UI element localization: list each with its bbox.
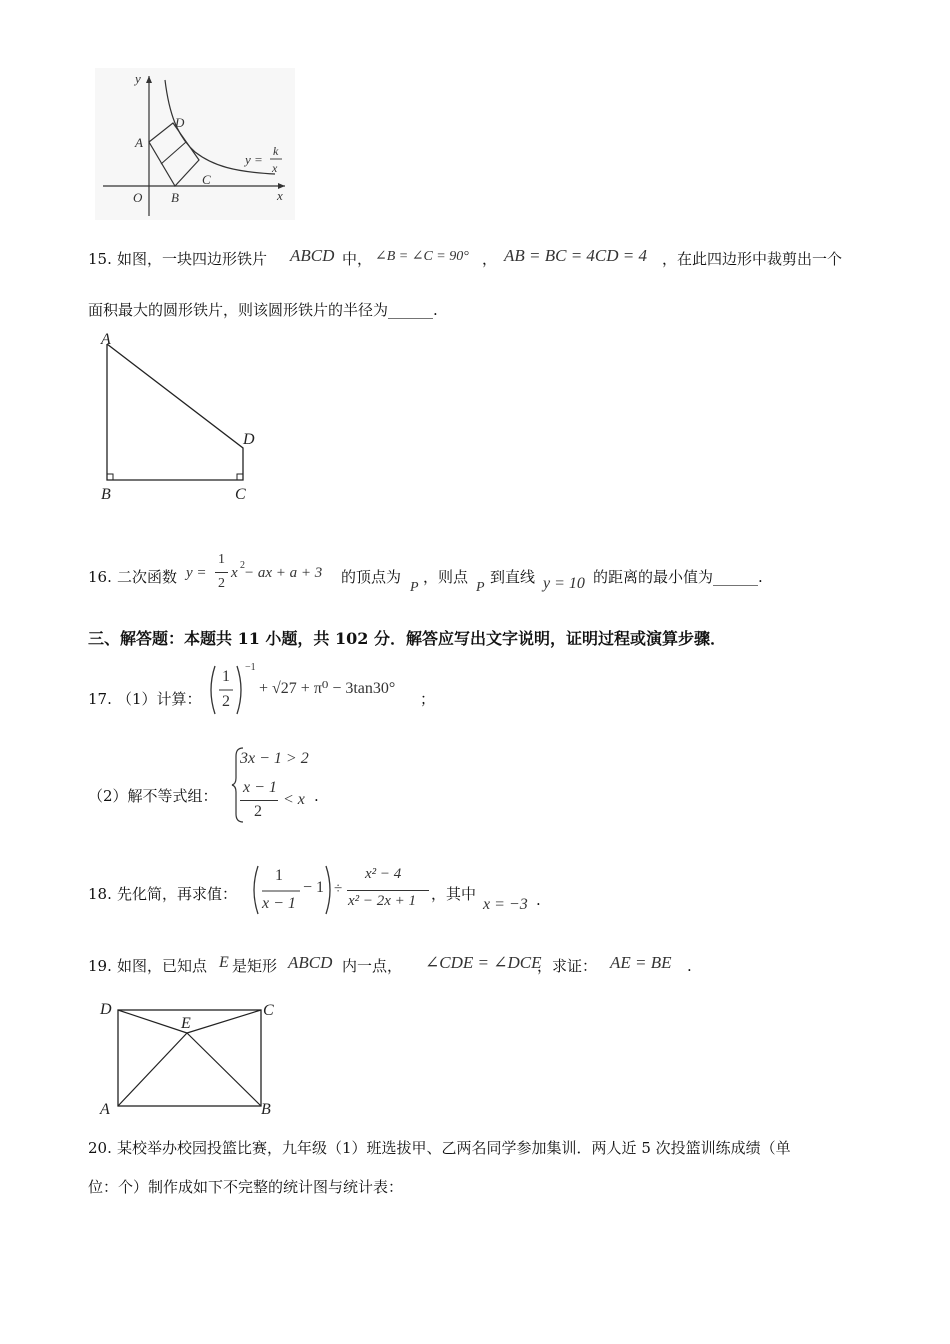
label-a: A [135,135,143,150]
q16-frac-den: 2 [218,576,225,591]
q20-text-line2: 位：个）制作成如下不完整的统计图与统计表： [88,1178,404,1196]
q16-text-5: 的距离的最小值为______. [593,568,763,586]
q17-part1-label: （1）计算： [117,690,202,708]
q16-math-p2: P [476,580,485,595]
q18-frac-b-num: x² − 4 [365,866,402,882]
q15-text-3: ， [482,250,498,268]
label-b: B [171,190,179,205]
q18-text-2: ，其中 [431,885,477,903]
q18-divide: ÷ [334,881,343,897]
label-a: A [100,1101,110,1118]
q20-text-line1: 某校举办校园投篮比赛，九年级（1）班选拔甲、乙两名同学参加集训．两人近 5 次投篮训练成绩（单 [117,1139,791,1157]
label-b: B [261,1101,271,1118]
label-d: D [175,115,185,130]
q15-number: 15. [88,250,112,268]
q17-ineq-2-num: x − 1 [243,779,277,796]
label-o: O [133,190,143,205]
q16-text-2: 的顶点为 [341,568,402,586]
q16-math-x: x [231,565,238,581]
q19-math-rect: ABCD [288,953,333,972]
q16-text-4: 到直线 [490,568,536,586]
section-3-heading: 三、解答题：本题共 11 小题，共 102 分．解答应写出文字说明，证明过程或演算步骤． [88,629,726,648]
q15-figure [95,330,270,510]
curve-eq-num: k [273,144,279,158]
label-d: D [100,1001,112,1018]
q18-frac-a-num: 1 [275,867,283,884]
label-c: C [202,172,211,187]
q15-text-4: ，在此四边形中裁剪出一个 [662,250,843,268]
label-c: C [235,486,246,503]
q16-math-y: y = [186,565,207,581]
label-e: E [181,1015,191,1032]
q19-number: 19. [88,957,112,975]
q17-ineq-2-bar [240,800,278,801]
q16-text-3: ，则点 [423,568,469,586]
label-x: x [277,188,283,203]
q15-math-abcd: ABCD [290,246,335,265]
q18-dot: . [536,891,541,909]
q16-frac-num: 1 [218,552,225,567]
q18-condition: x = −3 [483,896,528,913]
q17-ineq-1: 3x − 1 > 2 [240,750,309,767]
q18-text-1: 先化简，再求值： [117,885,238,903]
q19-dot: . [687,957,692,975]
q18-number: 18. [88,885,112,903]
q17-semicolon: ； [420,690,436,708]
q17-frac-num: 1 [222,668,230,685]
q17-dot: . [314,787,319,805]
curve-eq-den: x [272,161,278,175]
q16-text-1: 二次函数 [117,568,178,586]
q16-frac-bar [215,572,228,573]
label-b: B [101,486,111,503]
q15-text-2: 中， [342,250,373,268]
q17-exp: −1 [245,662,256,673]
q19-math-angle: ∠CDE = ∠DCE [425,953,542,972]
q16-number: 16. [88,568,112,586]
q17-frac-den: 2 [222,693,230,710]
q18-frac-a-den: x − 1 [262,895,296,912]
q19-figure [95,995,285,1120]
label-a: A [101,331,111,348]
q16-math-sq: 2 [240,560,245,571]
q17-ineq-2-den: 2 [254,803,262,820]
q18-minus-one: − 1 [303,879,325,896]
quadrilateral-abcd [107,344,243,480]
q17-part2-label: （2）解不等式组： [88,787,218,805]
q19-math-e: E [219,954,229,971]
q19-text-4: ，求证： [537,957,598,975]
q15-math-angles: ∠B = ∠C = 90° [375,249,469,264]
q18-frac-b-bar [347,890,429,891]
q17-number: 17. [88,690,112,708]
label-c: C [263,1002,274,1019]
q18-frac-b-den: x² − 2x + 1 [348,893,417,909]
label-d: D [243,431,255,448]
q14-figure [95,68,295,220]
q17-expr-rest: + √27 + π⁰ − 3tan30° [259,680,396,697]
q16-math-p1: P [410,580,419,595]
q15-text-line2: 面积最大的圆形铁片，则该圆形铁片的半径为______. [88,301,438,319]
q15-text-1: 如图，一块四边形铁片 [117,250,268,268]
q19-math-goal: AE = BE [610,953,672,972]
label-y: y [135,71,141,86]
q16-math-line: y = 10 [543,575,585,592]
q19-text-3: 内一点， [342,957,403,975]
q20-number: 20. [88,1139,112,1157]
curve-eq-lhs: y = [245,152,263,167]
q16-math-rest: − ax + a + 3 [244,565,323,581]
q15-math-lengths: AB = BC = 4CD = 4 [504,246,648,265]
q19-text-2: 是矩形 [232,957,278,975]
q19-text-1: 如图，已知点 [117,957,208,975]
q17-ineq-2-rel: < x [283,791,305,808]
